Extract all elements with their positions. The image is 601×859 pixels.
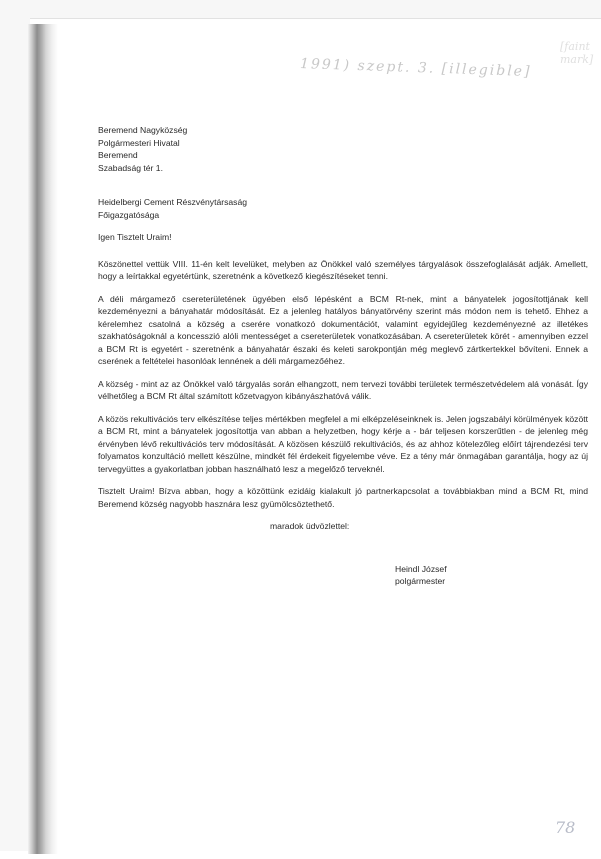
paragraph: Tisztelt Uraim! Bízva abban, hogy a közöttünk ezidáig kialakult jó partnerkapcsolat a továbbiakban mind a BCM Rt, mind Beremend község nagyobb hasznára lesz gyümölcsöztethető. [98, 486, 588, 509]
sender-line: Szabadság tér 1. [98, 162, 163, 173]
paragraph: A déli márgamező csereterületének ügyében első lépésként a BCM Rt-nek, mint a bányatelek jogosítottjának kell kezdeményezni a bányahatár módosítását. Ez a jelenleg hatályos bányatörvény szerint más módon nem is tehető. Ehhez a kérelemhez csatolná a község a cserére vonatkozó dokumentációt, valamint egyidejűleg kezdeményezné az illetékes szakhatóságoknál a koncesszió alóli mentességet a csereterületek vonatkozásában. A csereterületek körét - amennyiben ezzel a BCM Rt is egyetért - szeretnénk a bányahatár északi és keleti sarokpontján még meglevő zártkertekkel bővíteni. Ennek a cserének a feltételei hasonlóak lennének a déli márgamezőéhez. [98, 293, 588, 366]
signatory-title: polgármester [395, 576, 446, 586]
paragraph: Köszönettel vettük VIII. 11-én kelt levelüket, melyben az Önökkel való személyes tárgyalások összefoglalását adják. Amellett, hogy a leírtakkal egyetértünk, szeretnénk a következő kiegészítéseket tenni. [98, 258, 588, 281]
sender-line: Beremend [98, 150, 138, 160]
handwritten-page-number: 78 [555, 818, 576, 837]
closing: maradok üdvözlettel: [270, 521, 350, 531]
recipient-line: Főigazgatósága [98, 209, 160, 220]
paragraph: A közös rekultivációs terv elkészítése teljes mértékben megfelel a mi elképzeléseinknek is. Jelen jogszabályi körülmények között a BCM Rt, mint a bányatelek jogosítottja van abban a helyzetben, hogy kérje a - bár teljesen korszerűtlen - de jelenleg még érvényben lévő rekultivációs terv módosítását. A közösen készülő rekultivációs, és az ahhoz kötelezőleg előírt tájrendezési terv folyamatos konzultáció mellett készülne, mindkét fél érdekeit figyelembe véve. Ez a tény már önmagában garantálja, hogy az új tervegyüttes a gyakorlatban jobban használható lesz a megelőző terveknél. [98, 413, 588, 474]
sender-line: Polgármesteri Hivatal [98, 137, 180, 148]
signature-block [395, 563, 588, 588]
sender-address [98, 124, 588, 174]
handwritten-mark-corner: [faint mark] [560, 40, 594, 66]
signatory-name: Heindl József [395, 563, 447, 574]
recipient-line: Heidelbergi Cement Részvénytársaság [98, 197, 248, 207]
handwritten-note-top: 1991) szept. 3. [illegible] [299, 55, 532, 81]
salutation: Igen Tisztelt Uraim! [98, 232, 172, 242]
sender-line: Beremend Nagyközség [98, 125, 188, 135]
recipient-address [98, 196, 588, 221]
letter-body [98, 124, 588, 588]
paragraph: A község - mint az az Önökkel való tárgyalás során elhangzott, nem tervezi további területek természetvédelem alá vonását. Így vélhetőleg a BCM Rt által számított kőzetvagyon kibányászhatóvá válik. [98, 378, 588, 401]
binding-shadow [28, 24, 58, 854]
